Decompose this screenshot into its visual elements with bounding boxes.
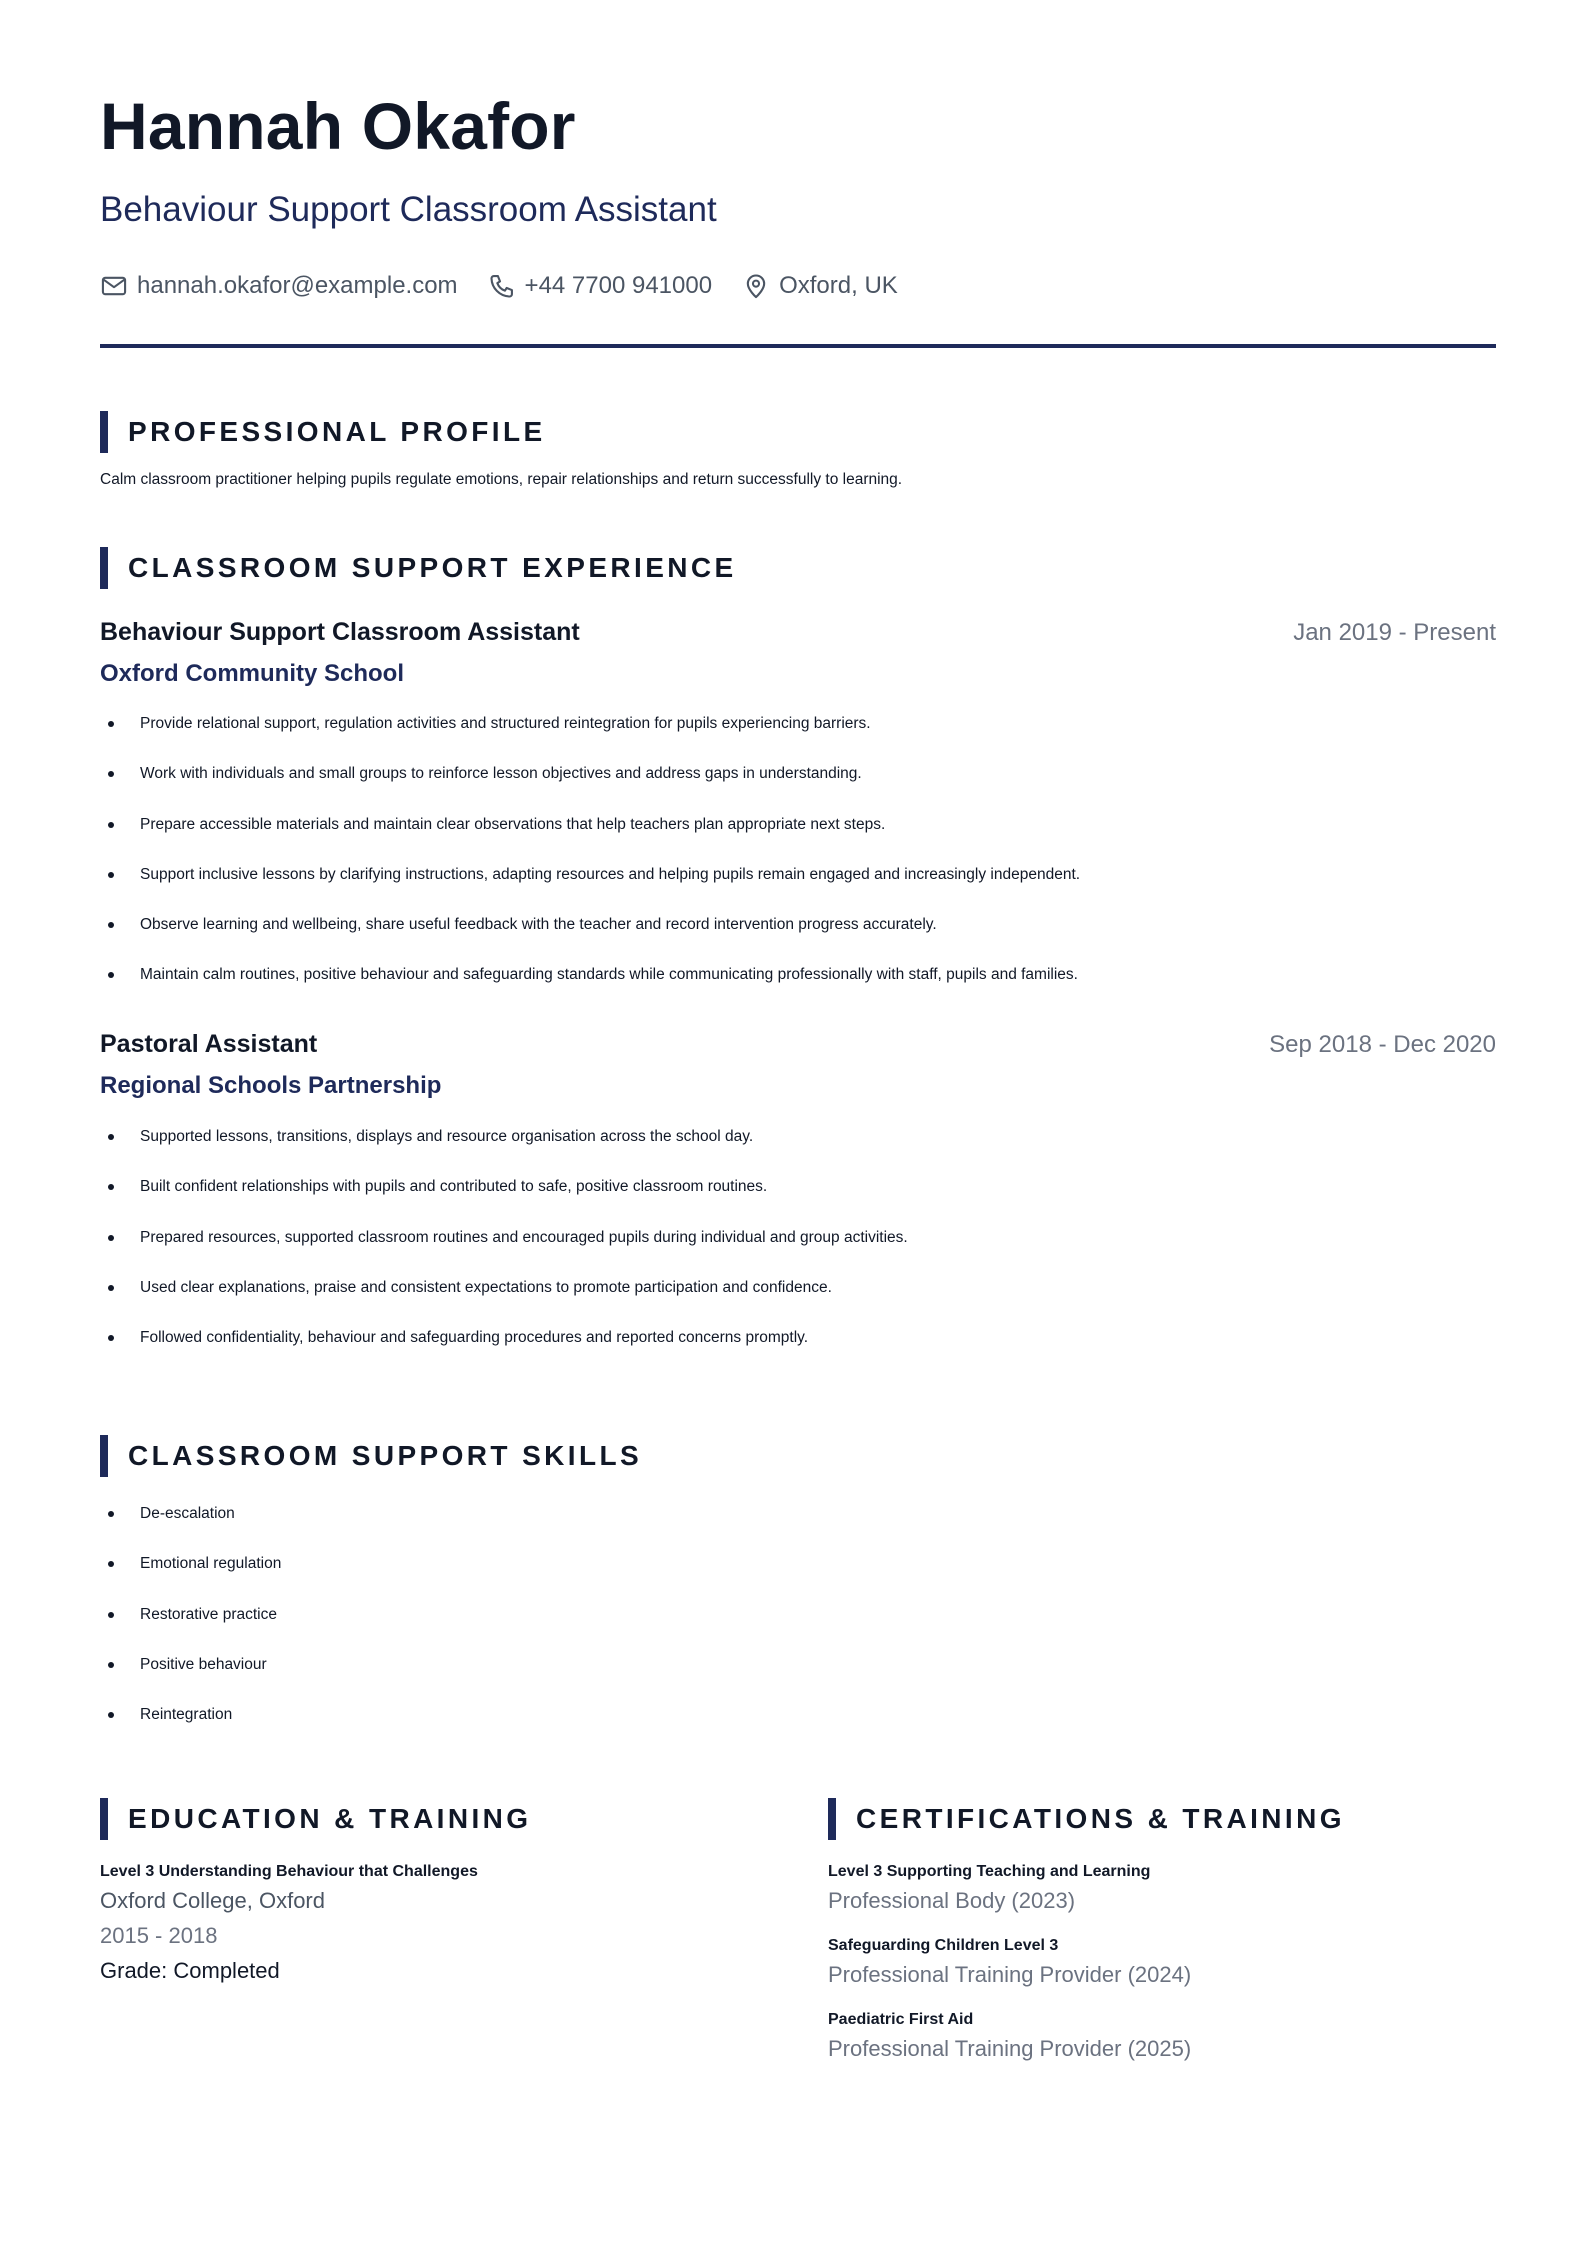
job-role: Behaviour Support Classroom Assistant	[100, 618, 580, 646]
list-item: Observe learning and wellbeing, share useful feedback with the teacher and record intervention progress accurately.	[100, 915, 1500, 965]
certification-name: Safeguarding Children Level 3	[828, 1937, 1059, 1954]
certification-issuer: Professional Body (2023)	[828, 1888, 1076, 1913]
job-dates: Jan 2019 - Present	[1293, 619, 1496, 646]
phone-text: +44 7700 941000	[524, 272, 713, 299]
section-title-education	[100, 1798, 531, 1840]
education-grade: Grade: Completed	[100, 1958, 280, 1983]
education-degree: Level 3 Understanding Behaviour that Challenges	[100, 1863, 478, 1880]
contact-row	[100, 272, 928, 300]
list-item: Emotional regulation	[100, 1554, 1500, 1604]
list-item: Work with individuals and small groups to reinforce lesson objectives and address gaps in understanding.	[100, 764, 1500, 814]
section-title-certifications	[828, 1798, 1345, 1840]
contact-email[interactable]	[100, 272, 458, 300]
job-organization: Oxford Community School	[100, 660, 405, 687]
section-title-skills	[100, 1435, 642, 1477]
job-organization: Regional Schools Partnership	[100, 1072, 442, 1099]
list-item: Positive behaviour	[100, 1655, 1500, 1705]
list-item: Provide relational support, regulation activities and structured reintegration for pupils experiencing barriers.	[100, 714, 1500, 764]
list-item: Prepared resources, supported classroom routines and encouraged pupils during individual and group activities.	[100, 1228, 1500, 1278]
list-item: Supported lessons, transitions, displays and resource organisation across the school day.	[100, 1127, 1500, 1177]
list-item: Used clear explanations, praise and consistent expectations to promote participation and confidence.	[100, 1278, 1500, 1328]
candidate-name: Hannah Okafor	[100, 89, 576, 163]
section-title-profile	[100, 411, 546, 453]
list-item: Prepare accessible materials and maintain clear observations that help teachers plan appropriate next steps.	[100, 815, 1500, 865]
section-accent-bar	[828, 1798, 836, 1840]
email-text: hannah.okafor@example.com	[137, 272, 458, 299]
section-title-text: CLASSROOM SUPPORT EXPERIENCE	[128, 552, 737, 583]
location-pin-icon	[742, 272, 770, 300]
header-divider	[100, 344, 1496, 348]
profile-summary: Calm classroom practitioner helping pupils regulate emotions, repair relationships and return successfully to learning.	[100, 471, 903, 488]
list-item: Restorative practice	[100, 1605, 1500, 1655]
certification-issuer: Professional Training Provider (2025)	[828, 2036, 1192, 2061]
job-role: Pastoral Assistant	[100, 1030, 318, 1058]
job-bullet-list	[100, 1127, 1500, 1378]
section-title-text: CLASSROOM SUPPORT SKILLS	[128, 1440, 643, 1471]
job-dates: Sep 2018 - Dec 2020	[1269, 1031, 1496, 1058]
contact-phone[interactable]	[488, 272, 713, 300]
list-item: Built confident relationships with pupils and contributed to safe, positive classroom routines.	[100, 1177, 1500, 1227]
section-accent-bar	[100, 1435, 108, 1477]
certification-name: Level 3 Supporting Teaching and Learning	[828, 1863, 1151, 1880]
list-item: Support inclusive lessons by clarifying instructions, adapting resources and helping pupils remain engaged and increasingly independent.	[100, 865, 1500, 915]
contact-location	[742, 272, 898, 300]
education-school: Oxford College, Oxford	[100, 1888, 325, 1913]
section-title-text: EDUCATION & TRAINING	[128, 1803, 532, 1834]
section-title-text: PROFESSIONAL PROFILE	[128, 416, 546, 447]
job-bullet-list	[100, 714, 1500, 1016]
candidate-headline: Behaviour Support Classroom Assistant	[100, 190, 717, 229]
section-title-experience	[100, 547, 737, 589]
location-text: Oxford, UK	[779, 272, 898, 299]
certification-name: Paediatric First Aid	[828, 2011, 974, 2028]
certification-issuer: Professional Training Provider (2024)	[828, 1962, 1192, 1987]
list-item: Reintegration	[100, 1705, 1500, 1755]
mail-icon	[100, 272, 128, 300]
phone-icon	[488, 272, 516, 300]
education-years: 2015 - 2018	[100, 1923, 218, 1948]
section-accent-bar	[100, 1798, 108, 1840]
section-accent-bar	[100, 411, 108, 453]
list-item: Followed confidentiality, behaviour and safeguarding procedures and reported concerns promptly.	[100, 1328, 1500, 1378]
list-item: De-escalation	[100, 1504, 1500, 1554]
section-accent-bar	[100, 547, 108, 589]
section-title-text: CERTIFICATIONS & TRAINING	[856, 1803, 1345, 1834]
list-item: Maintain calm routines, positive behaviour and safeguarding standards while communicating professionally with staff, pupils and families.	[100, 965, 1500, 1015]
skills-list	[100, 1504, 1500, 1755]
